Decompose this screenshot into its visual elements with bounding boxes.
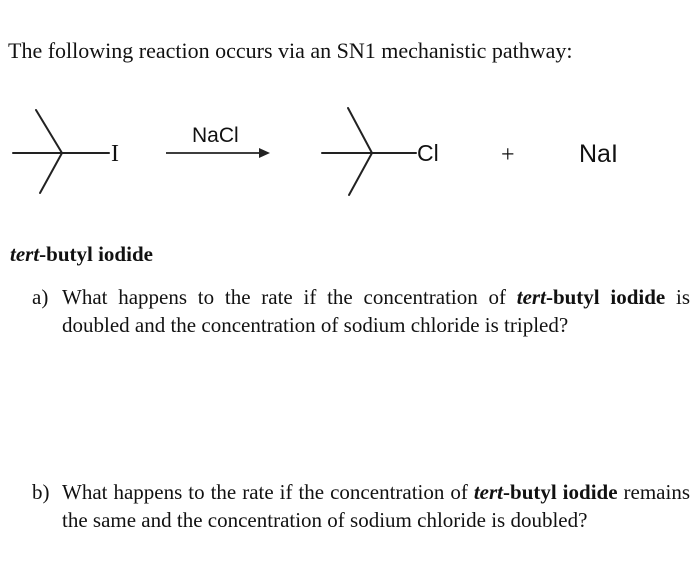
question-a-text-1: What happens to the rate if the concentration of <box>62 285 517 309</box>
question-b-tert: tert <box>473 480 504 504</box>
question-a-text-2: is doubled and the concentration of sodium chloride is tripled? <box>62 285 690 337</box>
question-a <box>32 283 690 339</box>
question-b-text-1: What happens to the rate if the concentration of <box>62 480 474 504</box>
reaction-arrow <box>166 148 270 158</box>
question-a-tert: tert <box>516 285 546 309</box>
byproduct-label: NaI <box>579 140 618 168</box>
reactant-structure <box>13 110 109 193</box>
intro-sentence: The following reaction occurs via an SN1 mechanistic pathway: <box>8 38 573 63</box>
question-b <box>32 478 690 534</box>
caption-prefix: tert <box>10 242 40 266</box>
question-b-text-2: remains the same and the concentration of sodium chloride is doubled? <box>62 480 690 532</box>
caption-rest: -butyl iodide <box>39 242 153 266</box>
reactant-iodine-label: I <box>111 141 119 167</box>
reagent-label: NaCl <box>192 124 239 147</box>
question-b-letter: b) <box>32 480 50 504</box>
product-structure <box>322 108 416 195</box>
question-a-letter: a) <box>32 285 49 309</box>
question-b-butyl-iodide: -butyl iodide <box>503 480 618 504</box>
reactant-name-caption <box>10 242 153 267</box>
product-chlorine-label: Cl <box>417 140 439 166</box>
plus-sign: + <box>501 142 515 168</box>
reaction-scheme <box>0 95 700 225</box>
question-a-butyl-iodide: -butyl iodide <box>545 285 666 309</box>
